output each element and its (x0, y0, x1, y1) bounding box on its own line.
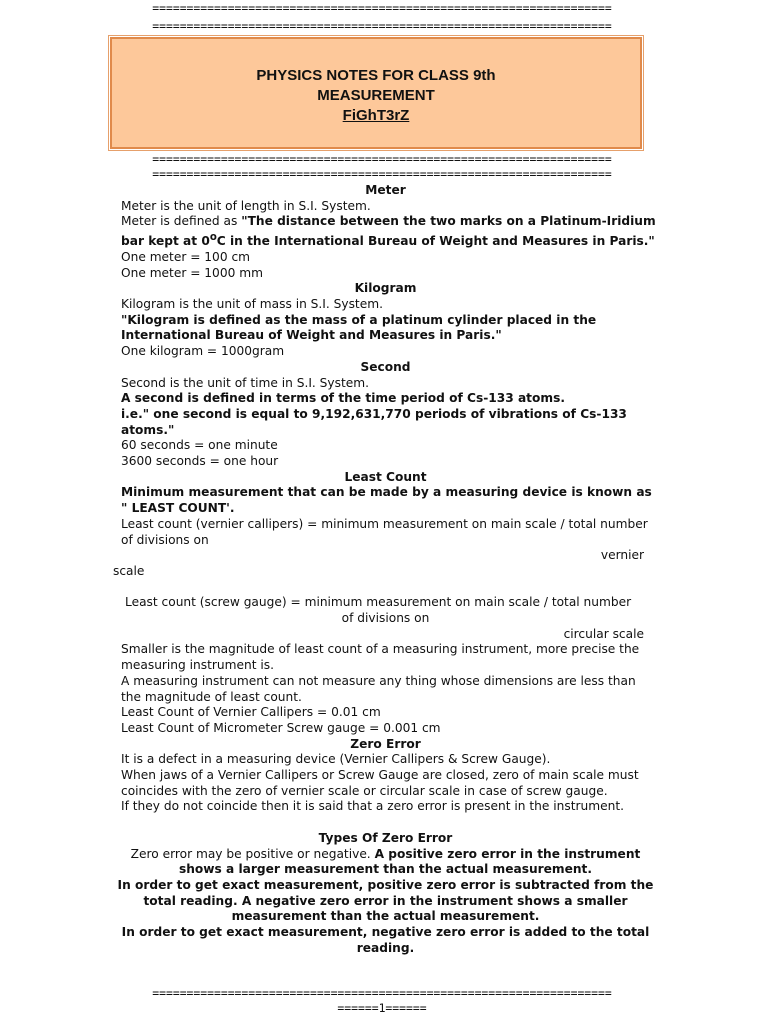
kilogram-definition: "Kilogram is defined as the mass of a platinum cylinder placed in the International Bureau of Weight and Measures in Paris." (121, 312, 597, 343)
doc-author: FiGhT3rZ (342, 107, 410, 124)
second-p4: 60 seconds = one minute (121, 438, 278, 453)
second-p1: Second is the unit of time in S.I. System. (121, 375, 369, 390)
types-p1-lead: Zero error may be positive or negative. (130, 846, 375, 861)
section-heading-kilogram: Kilogram (354, 281, 417, 296)
section-heading-least-count: Least Count (344, 469, 427, 484)
zero-error-p2: When jaws of a Vernier Callipers or Screw Gauge are closed, zero of main scale must coincides with the zero of vernier scale or circular scale in case of screw gauge. (121, 768, 639, 798)
separator-line: =================================================================== (152, 1, 612, 15)
title-box (110, 37, 642, 149)
section-heading-second: Second (360, 359, 411, 374)
separator-line: =================================================================== (152, 986, 612, 1000)
section-heading-zero-error: Zero Error (350, 736, 421, 751)
least-count-screw-center: of divisions on (341, 611, 430, 626)
least-count-screw: Least count (screw gauge) = minimum measurement on main scale / total number (125, 595, 632, 610)
separator-line: =================================================================== (152, 19, 612, 33)
types-zero-error-p1 (113, 847, 658, 878)
types-zero-error-p2: In order to get exact measurement, positive zero error is subtracted from the total reading. A negative zero error in the instrument shows a smaller measurement than the actual measurement. (117, 877, 654, 924)
least-count-vernier-right: vernier (600, 548, 644, 563)
meter-def-lead: Meter is defined as (121, 214, 242, 229)
degree-sup: o (209, 232, 217, 244)
section-heading-meter: Meter (365, 183, 406, 197)
doc-subtitle: MEASUREMENT (317, 87, 435, 104)
least-count-definition: Minimum measurement that can be made by a measuring device is known as " LEAST COUNT'. (121, 485, 652, 516)
second-p2: A second is defined in terms of the time period of Cs-133 atoms. (121, 391, 565, 406)
spacer (113, 815, 658, 831)
notes-content (113, 183, 658, 956)
separator-line: =================================================================== (152, 167, 612, 181)
separator-line: =================================================================== (152, 152, 612, 166)
zero-error-p1: It is a defect in a measuring device (Vernier Callipers & Screw Gauge). (121, 752, 551, 767)
section-heading-types-zero-error: Types Of Zero Error (318, 830, 453, 845)
least-count-vernier-end: scale (113, 563, 145, 578)
meter-p3: One meter = 100 cm (121, 249, 251, 264)
meter-p1: Meter is the unit of length in S.I. System. (121, 198, 371, 213)
zero-error-p3: If they do not coincide then it is said that a zero error is present in the instrument. (121, 799, 624, 814)
least-count-p6: Least Count of Vernier Callipers = 0.01 cm (121, 705, 381, 720)
least-count-p5: A measuring instrument can not measure any thing whose dimensions are less than the magnitude of least count. (121, 673, 636, 704)
least-count-p4: Smaller is the magnitude of least count of a measuring instrument, more precise the measuring instrument is. (121, 642, 640, 673)
types-zero-error-p3: In order to get exact measurement, negative zero error is added to the total reading. (121, 925, 650, 955)
least-count-p7: Least Count of Micrometer Screw gauge = 0.001 cm (121, 720, 441, 735)
meter-def-bold-a: "The distance between the two marks on a Platinum-Iridium bar kept at 0 (121, 214, 656, 249)
least-count-screw-right: circular scale (563, 626, 644, 641)
meter-p4: One meter = 1000 mm (121, 265, 263, 280)
second-p3: i.e." one second is equal to 9,192,631,770 periods of vibrations of Cs-133 atoms." (121, 406, 627, 437)
meter-def-bold-b: C in the International Bureau of Weight and Measures in Paris." (216, 234, 655, 249)
spacer (113, 580, 658, 596)
meter-definition (113, 214, 658, 249)
page-number: ======1====== (337, 1001, 427, 1015)
least-count-vernier: Least count (vernier callipers) = minimum measurement on main scale / total number of divisions on (121, 516, 648, 547)
doc-title: PHYSICS NOTES FOR CLASS 9th (256, 67, 496, 84)
second-p5: 3600 seconds = one hour (121, 454, 279, 469)
kilogram-p3: One kilogram = 1000gram (121, 344, 285, 359)
kilogram-p1: Kilogram is the unit of mass in S.I. System. (121, 296, 383, 311)
types-p1-bold: A positive zero error in the instrument shows a larger measurement than the actual measurement. (178, 846, 641, 877)
